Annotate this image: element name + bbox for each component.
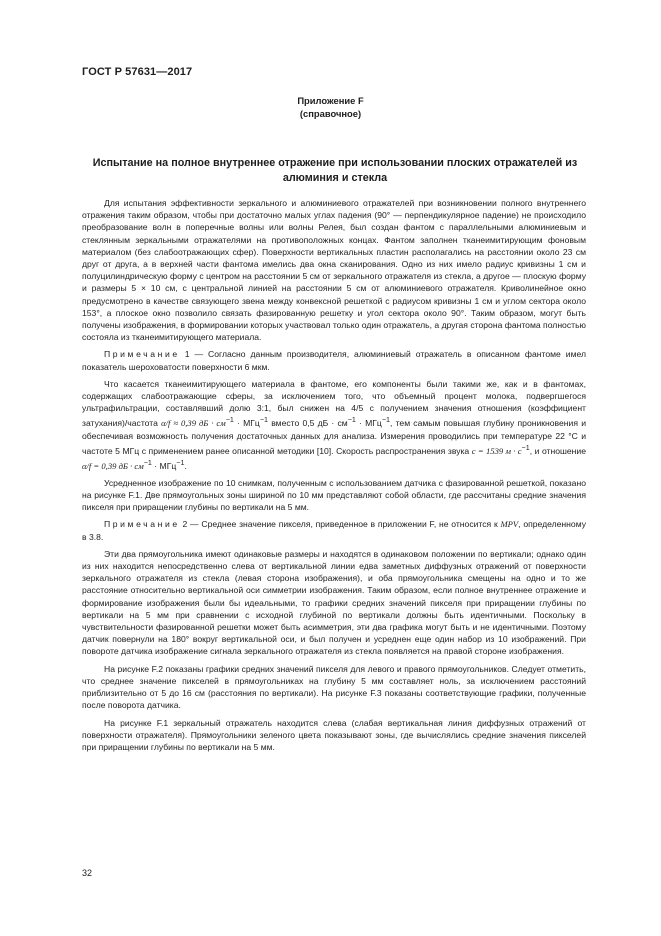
section-title: Испытание на полное внутреннее отражение при использовании плоских отражателей из алюминия и стекла [92, 157, 578, 184]
note-2-text-a: 2 — Среднее значение пикселя, приведенное в приложении F, не относится к [182, 519, 501, 530]
body-text [82, 197, 586, 758]
paragraph-5: На рисунке F.2 показаны графики средних значений пикселя для левого и правого прямоугольников. Следует отметить, что среднее значение пикселей в прямоугольниках на глубину 5 мм составляет ноль, за исключением расстояний приблизительно от 5 до 16 см (расстояния по вертикали). На рисунке F.3 показаны соответствующие графики, полученные после поворота датчика. [82, 663, 586, 711]
note-2-label: Примечание [104, 519, 180, 530]
annex-type: (справочное) [299, 108, 362, 119]
mpv-term: MPV [500, 519, 519, 530]
paragraph-2-part-c: вместо 0,5 дБ · см [268, 418, 348, 429]
paragraph-1: Для испытания эффективности зеркального и алюминиевого отражателей при возникновении полного внутреннего отражения таким образом, чтобы при достаточно малых углах падения (90° — перпендикулярное падение) не происходило преобразование волн в поперечные волны или волны Релея, был создан фантом с параллельными алюминиевым и стеклянным зеркальными отражателями на противоположных концах. Фантом заполнен тканеимитирующим фоновым материалом (без слабоотражающих сфер). Поверхности вертикальных пластин располагались на расстоянии около 23 см друг от друга, а в верхней части фантома имелись два окна сканирования. Одно из них имело радиус кривизны 1 см и полуцилиндрическую форму с центром на расстоянии 5 см от зеркального отражателя из стекла, а другое — плоскую форму и размеры 5 × 10 см, с центральной линией на расстоянии 5 см от алюминиевого отражателя. Криволинейное окно предусмотрено в качестве связующего звена между конвексной решеткой с радиусом кривизны 1 см и углом сектора около 153°, а плоское окно позволило связать фазированную решетку и угол сектора около 90°. Таким образом, могут быть получены изображения, в формировании которых участвовал только один отражатель, а другая сторона фантома полностью состояла из тканеимитирующего материала. [82, 198, 586, 343]
paragraph-2-part-a: Что касается тканеимитирующего материала в фантоме, его компоненты были такими же, как и в фантомах, содержащих слабоотражающие сферы, за исключением того, что объемный процент молока, подвергшегося ультрафильтрации, составлявший долю 3:1, был снижен на 4/5 с получением значения отношения (коэффициент затухания)/частота [82, 378, 586, 429]
exponent: −1 [521, 443, 530, 452]
exponent: −1 [347, 416, 356, 425]
exponent: −1 [259, 416, 269, 425]
exponent: −1 [381, 416, 390, 425]
note-1-text: 1 — Согласно данным производителя, алюминиевый отражатель в описанном фантоме имел показатель шероховатости поверхности 6 мкм. [82, 349, 586, 372]
paragraph-4: Эти два прямоугольника имеют одинаковые размеры и находятся в одинаковом положении по вертикали; однако один из них находится непосредственно слева от вертикальной линии едва заметных диффузных отражений от поверхности зеркального отражателя из стекла (левая сторона изображения), и оба прямоугольника смещены на одно и то же расстояние относительно вертикальной оси симметрии изображения. Таким образом, если полное внутреннее отражение и формирование изображения были бы идеальными, то графики средних значений пикселя при приращении глубины по вертикали на 5 мм при сравнении с исходной глубиной по вертикали должны быть идентичными. Поскольку в чувствительности фазированной решетки может быть асимметрия, эти два графика могут быть и не идентичными. Поэтому датчик повернули на 180° вокруг вертикальной оси, и был получен и усреднен еще один набор из 10 изображений. При повороте датчика изображение сигнала зеркального отражателя из стекла появляется на правой стороне изображения. [82, 548, 586, 657]
note-1-label: Примечание [104, 349, 180, 360]
sound-speed: c = 1539 м · с [471, 445, 522, 456]
paragraph-2: Что касается тканеимитирующего материала в фантоме, его компоненты были такими же, как и в фантомах, содержащих слабоотражающие сферы, за исключением того, что объемный процент молока, подвергшегося ультрафильтрации, составлявший долю 3:1, был снижен на 4/5 с получением значения отношения (коэффициент затухания)/частота α/f ≈ 0,39 дБ · $см^{-1} \cdot МГц^{-1}$ вместо 0,5 дБ · $см^{-1} \cdot МГц^{-1}$, тем самым повышая глубину проникновения и обеспечивая возможность получения достаточных данных для анализа. Измерения проводились при температуре 22 °C и частоте 5 МГц с применением ранее описанной методики [10]. Скорость распространения звука c = 1539 $м \cdot с^{-1}$, и отношение α/f = 0,39 дБ · $см^{-1} \cdot МГц^{-1}$. [82, 378, 587, 471]
exponent: −1 [176, 458, 185, 467]
exponent: −1 [143, 458, 152, 467]
attenuation-ratio-2: α/f = 0,39 дБ · см [82, 460, 144, 471]
annex-title: Приложение F [297, 95, 364, 106]
paragraph-2-part-d: · МГц [355, 418, 382, 429]
paragraph-6: На рисунке F.1 зеркальный отражатель находится слева (слабая вертикальная линия диффузных отражений от поверхности отражателя). Прямоугольники зеленого цвета показывают зоны, где вычислялись средние значения пикселей при приращении глубины по вертикали на 5 мм. [82, 717, 586, 752]
note-2-text-b: , определенному в 3.8. [82, 519, 587, 542]
note-1 [82, 348, 586, 372]
standard-code: ГОСТ Р 57631—2017 [82, 66, 193, 78]
exponent: −1 [225, 416, 234, 425]
paragraph-2-part-e: , тем самым повышая глубину проникновения и обеспечивая возможность получения достаточных данных для анализа. Измерения проводились при температуре 22 °C и частоте 5 МГц с применением ранее описанной методики [10]. Скорость распространения звука [82, 418, 586, 456]
paragraph-2-part-f: , и отношение [529, 445, 587, 456]
page-number: 32 [82, 868, 93, 878]
paragraph-2-part-g: · МГц [151, 460, 177, 471]
attenuation-ratio-1: α/f ≈ 0,39 дБ · см [161, 418, 226, 429]
paragraph-2-part-b: · МГц [233, 418, 260, 429]
paragraph-3: Усредненное изображение по 10 снимкам, полученным с использованием датчика с фазированной решеткой, показано на рисунке F.1. Две прямоугольных зоны шириной по 10 мм представляют собой области, где рассчитаны средние значения пикселя при приращении глубины по вертикали на 5 мм. [82, 477, 586, 513]
note-2 [82, 518, 586, 542]
